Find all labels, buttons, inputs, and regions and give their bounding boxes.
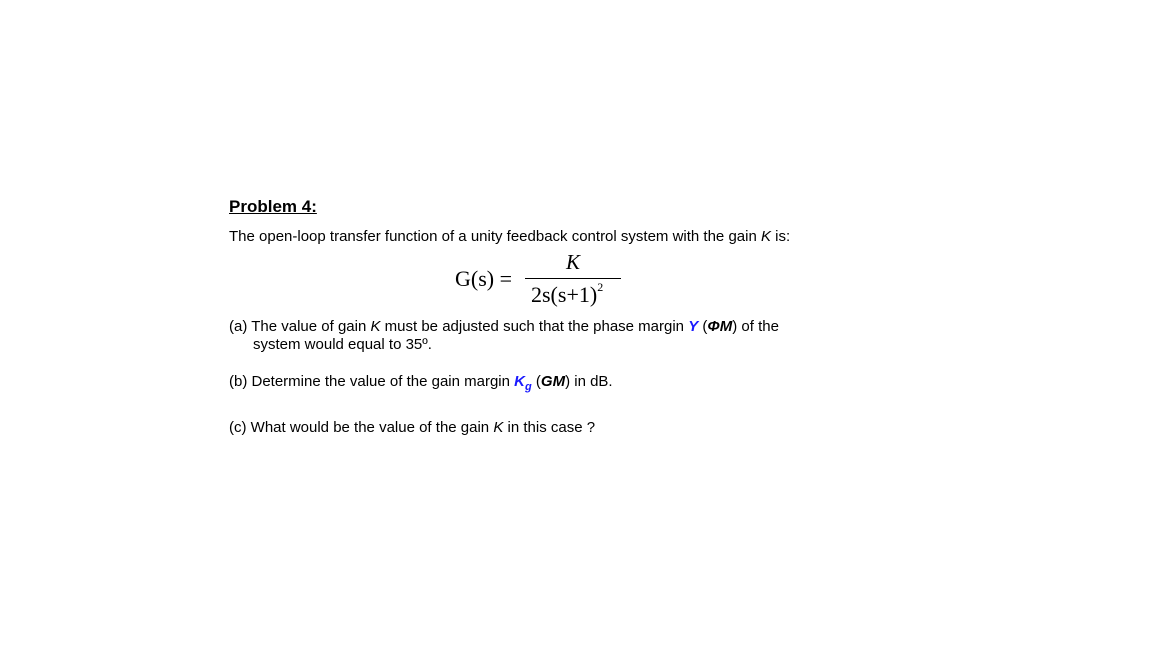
part-b-prefix: (b) Determine the value of the gain margin: [229, 373, 515, 390]
part-a-line2: system would equal to 35º.: [253, 336, 432, 353]
intro-text: The open-loop transfer function of a unity feedback control system with the gain: [229, 228, 761, 245]
part-c-gain-variable: K: [493, 419, 504, 436]
denominator-base: 2s(s+1): [531, 282, 598, 307]
part-b: [229, 373, 613, 396]
problem-intro: [229, 228, 790, 245]
part-c-prefix: (c) What would be the value of the gain: [229, 419, 494, 436]
equation-lhs: G(s) =: [455, 266, 513, 291]
part-a-end: of the: [737, 318, 779, 335]
problem-title: Problem 4:: [229, 197, 317, 216]
fraction-bar: [525, 278, 621, 279]
part-b-paren-open: (: [531, 373, 541, 390]
intro-gain-variable: K: [760, 228, 771, 245]
gain-margin-abbr: GM: [540, 373, 566, 390]
gain-margin-symbol-base: K: [514, 373, 525, 390]
equation-denominator: [531, 280, 603, 308]
part-a-paren-open: (: [698, 318, 708, 335]
transfer-function-equation: [455, 250, 655, 310]
part-b-end: in dB.: [570, 373, 613, 390]
denominator-exponent: 2: [597, 280, 604, 294]
gain-margin-symbol-subscript: g: [525, 381, 532, 393]
part-b-paren-close: ): [565, 373, 571, 390]
part-a: [229, 318, 779, 354]
part-c-end: in this case ?: [503, 419, 596, 436]
part-a-prefix: (a) The value of gain: [229, 318, 371, 335]
part-a-mid: must be adjusted such that the phase margin: [380, 318, 689, 335]
part-c: [229, 419, 595, 437]
part-a-paren-close: ): [732, 318, 738, 335]
equation-numerator: K: [565, 250, 580, 274]
phase-margin-symbol: Y: [688, 318, 699, 335]
part-a-gain-variable: K: [370, 318, 381, 335]
intro-end: is:: [770, 228, 791, 245]
phase-margin-abbr: ΦM: [707, 318, 733, 335]
gain-margin-symbol: [514, 373, 532, 393]
